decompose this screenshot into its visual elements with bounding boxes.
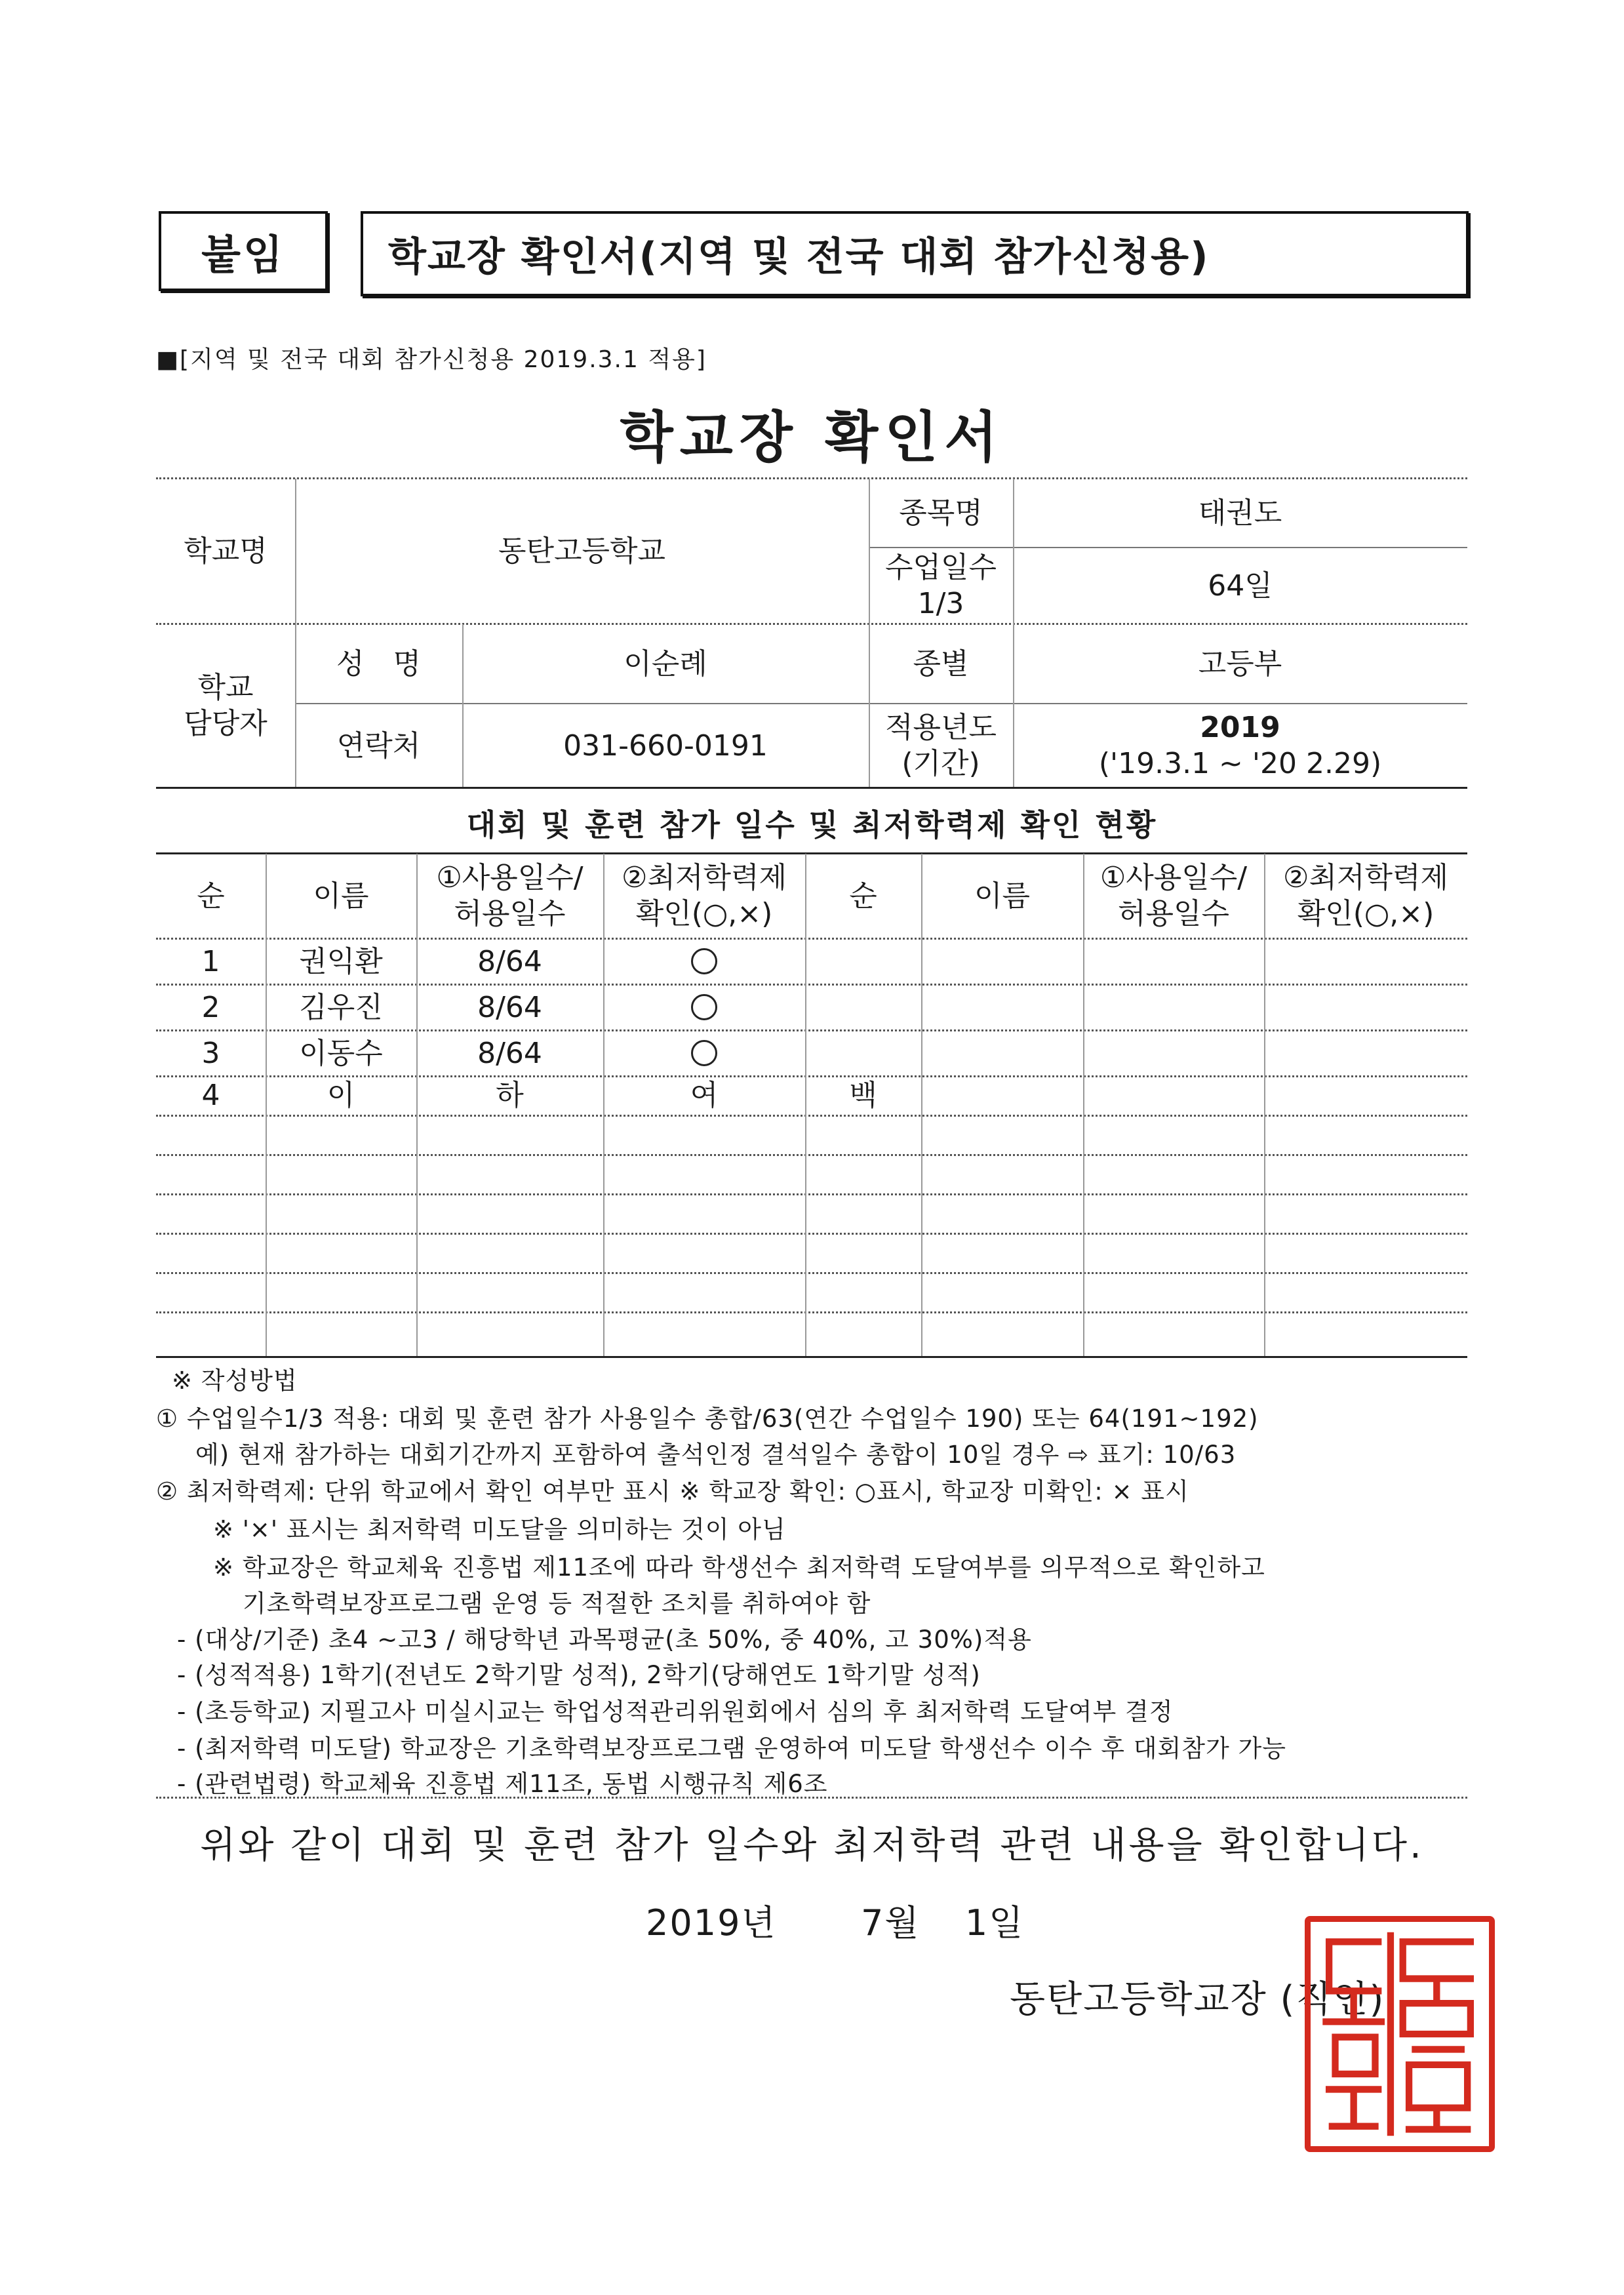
class-days-value: 64일 — [1208, 569, 1273, 603]
method-line: 기초학력보장프로그램 운영 등 적절한 조치를 취하여야 함 — [243, 1589, 871, 1618]
signature-date — [646, 1895, 1024, 1946]
method-line: - (초등학교) 지필고사 미실시교는 학업성적관리위원회에서 심의 후 최저학력 도달여부 결정 — [177, 1698, 1174, 1726]
official-seal-stamp — [1305, 1916, 1495, 2152]
date-day: 1일 — [964, 1902, 1025, 1944]
header-check-left-line2: 확인(○,×) — [635, 897, 773, 930]
table-row-name: 권익환 — [299, 944, 383, 978]
table-row-no: 2 — [201, 990, 220, 1024]
header-days-left — [416, 854, 603, 938]
header-no-right: 순 — [849, 879, 877, 913]
year-value — [1013, 704, 1467, 787]
header-check-right-line2: 확인(○,×) — [1297, 897, 1435, 930]
method-line: ※ '×' 표시는 최저학력 미도달을 의미하는 것이 아님 — [213, 1515, 786, 1544]
sport-label: 종목명 — [899, 496, 983, 530]
circle-mark-icon — [691, 948, 717, 974]
header-check-right — [1264, 854, 1467, 938]
method-line: ② 최저학력제: 단위 학교에서 확인 여부만 표시 ※ 학교장 확인: ○표시, 학교장 미확인: × 표시 — [156, 1477, 1189, 1506]
table-row-days: 8/64 — [477, 1036, 542, 1070]
division-label: 종별 — [913, 647, 969, 681]
manager-label-line1: 학교 — [197, 671, 254, 704]
method-line: - (최저학력 미도달) 학교장은 기초학력보장프로그램 운영하여 미도달 학생선수 이수 후 대회참가 가능 — [177, 1734, 1287, 1763]
table-row-check — [603, 1031, 805, 1075]
method-line: ① 수업일수1/3 적용: 대회 및 훈련 참가 사용일수 총합/63(연간 수업일수 190) 또는 64(191~192) — [156, 1405, 1259, 1433]
year-label-line2: (기간) — [901, 747, 980, 780]
header-name-left: 이름 — [313, 879, 369, 913]
table-row-check — [603, 939, 805, 984]
table-row-name: 김우진 — [299, 990, 383, 1024]
method-line: - (관련법령) 학교체육 진흥법 제11조, 동법 시행규칙 제6조 — [177, 1770, 828, 1798]
table-row-extra: 백 — [849, 1078, 877, 1112]
document-heading: 학교장 확인서(지역 및 전국 대회 참가신청용) — [361, 211, 1469, 296]
confirmation-statement: 위와 같이 대회 및 훈련 참가 일수와 최저학력 관련 내용을 확인합니다. — [200, 1824, 1424, 1867]
division-value: 고등부 — [1198, 647, 1282, 681]
name-label: 성 명 — [336, 647, 421, 681]
principal-signature: 동탄고등학교장 (직인) — [1010, 1978, 1385, 2021]
header-days-right-line1: ①사용일수/ — [1099, 861, 1248, 894]
header-no-left: 순 — [197, 879, 225, 913]
attachment-label: 붙임 — [159, 211, 328, 291]
table-row-days: 하 — [496, 1078, 524, 1112]
circle-mark-icon — [691, 994, 717, 1020]
table-row-check — [603, 985, 805, 1029]
header-days-left-line1: ①사용일수/ — [436, 861, 584, 894]
manager-name-value: 이순례 — [624, 647, 707, 681]
class-days-label-line2: 1/3 — [917, 587, 964, 620]
class-days-label — [869, 548, 1013, 623]
header-days-right — [1083, 854, 1264, 938]
table-row-no: 1 — [201, 944, 220, 978]
date-year: 2019년 — [646, 1902, 777, 1944]
header-days-right-line2: 허용일수 — [1117, 897, 1229, 930]
participation-section-title: 대회 및 훈련 참가 일수 및 최저학력제 확인 현황 — [466, 807, 1158, 843]
method-line: - (성적적용) 1학기(전년도 2학기말 성적), 2학기(당해연도 1학기말 성적) — [177, 1661, 981, 1689]
header-check-right-line1: ②최저학력제 — [1283, 861, 1448, 894]
year-label — [869, 704, 1013, 787]
method-line: 예) 현재 참가하는 대회기간까지 포함하여 출석인정 결석일수 총합이 10일 경우 ⇨ 표기: 10/63 — [195, 1441, 1237, 1469]
school-name-label: 학교명 — [184, 534, 267, 568]
contact-value: 031-660-0191 — [563, 728, 768, 763]
contact-label: 연락처 — [336, 728, 421, 763]
table-row-name: 이 — [327, 1078, 355, 1112]
class-days-label-line1: 수업일수 — [884, 551, 997, 584]
table-row-no: 3 — [201, 1036, 220, 1070]
manager-label-line2: 담당자 — [184, 707, 267, 740]
table-row-no: 4 — [201, 1078, 220, 1112]
seal-icon — [1311, 1922, 1489, 2146]
table-row-days: 8/64 — [477, 990, 542, 1024]
year-value-period: ('19.3.1 ~ '20 2.29) — [1098, 747, 1382, 780]
header-days-left-line2: 허용일수 — [454, 897, 566, 930]
method-heading: ※ 작성방법 — [172, 1367, 298, 1395]
table-row-check: 여 — [690, 1078, 719, 1112]
sport-value: 태권도 — [1198, 496, 1282, 530]
applicability-note: ■[지역 및 전국 대회 참가신청용 2019.3.1 적용] — [156, 346, 707, 373]
table-row-days: 8/64 — [477, 944, 542, 978]
method-line: - (대상/기준) 초4 ~고3 / 해당학년 과목평균(초 50%, 중 40%, 고 30%)적용 — [177, 1626, 1032, 1654]
header-check-left — [603, 854, 805, 938]
header-check-left-line1: ②최저학력제 — [622, 861, 787, 894]
manager-label — [156, 624, 295, 787]
table-row-name: 이동수 — [299, 1036, 383, 1070]
year-value-year: 2019 — [1200, 711, 1280, 744]
header-name-right: 이름 — [974, 879, 1030, 913]
circle-mark-icon — [691, 1040, 717, 1066]
year-label-line1: 적용년도 — [884, 711, 997, 744]
school-name-value: 동탄고등학교 — [498, 534, 666, 568]
method-line: ※ 학교장은 학교체육 진흥법 제11조에 따라 학생선수 최저학력 도달여부를 의무적으로 확인하고 — [213, 1553, 1265, 1582]
date-month: 7월 — [860, 1902, 921, 1944]
page-title: 학교장 확인서 — [620, 405, 1004, 469]
